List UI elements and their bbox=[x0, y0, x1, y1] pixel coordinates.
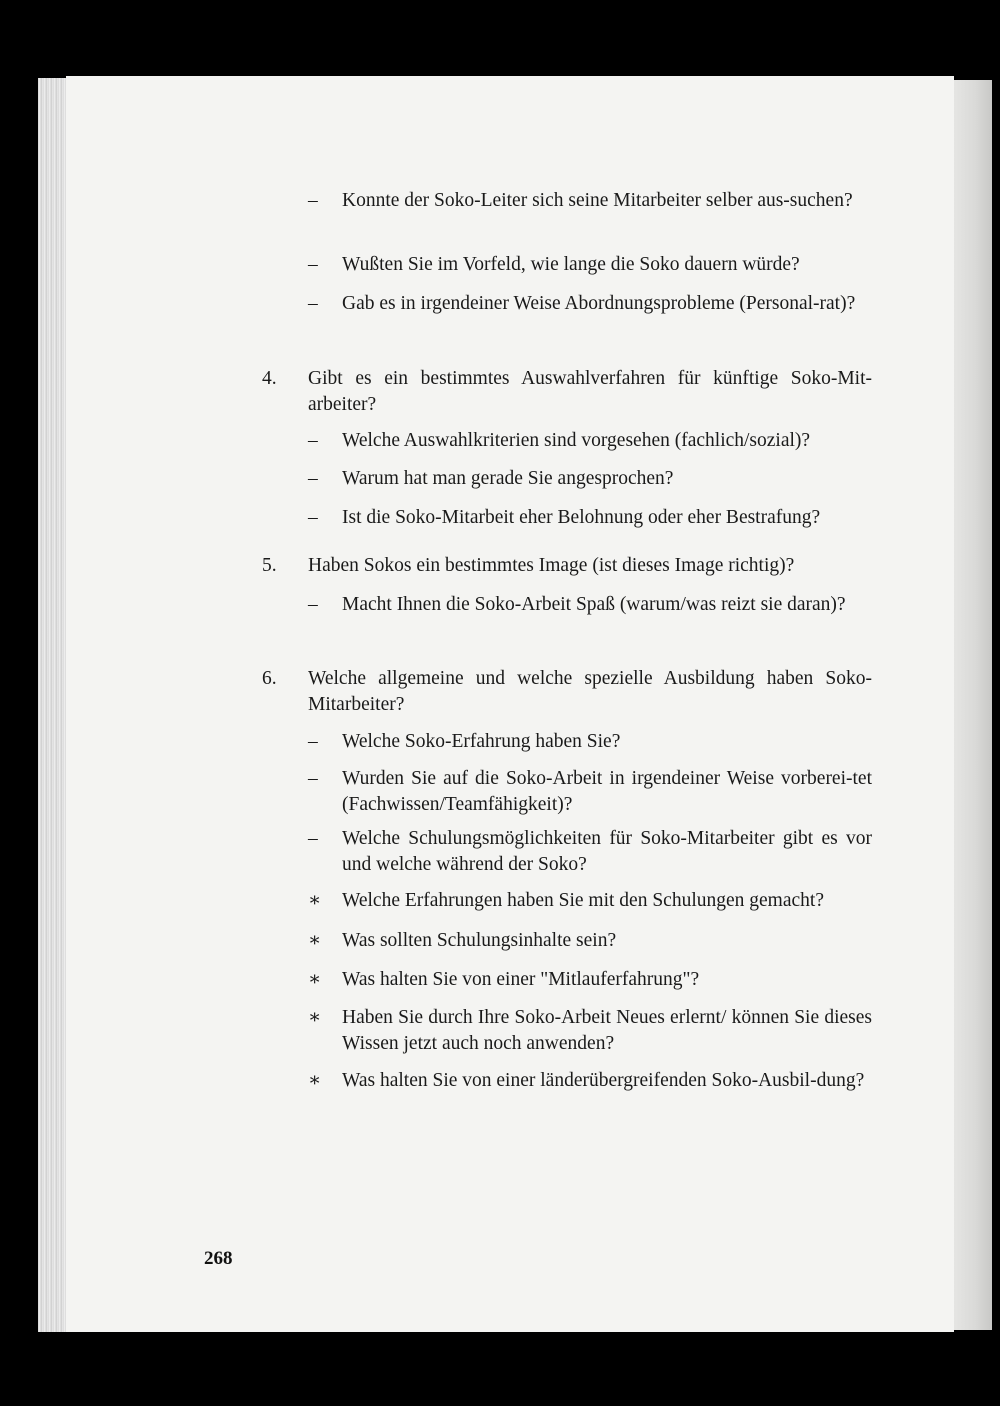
question-text: Was sollten Schulungsinhalte sein? bbox=[342, 930, 617, 951]
numbered-question bbox=[262, 366, 872, 418]
list-item bbox=[308, 291, 872, 317]
page-content bbox=[66, 76, 954, 1332]
question-text: Ist die Soko-Mitarbeit eher Belohnung oder eher Bestrafung? bbox=[342, 507, 821, 528]
question-text: Was halten Sie von einer "Mitlauferfahrung"? bbox=[342, 969, 700, 990]
question-text: Welche Erfahrungen haben Sie mit den Schulungen gemacht? bbox=[342, 890, 824, 911]
dash-marker: – bbox=[308, 293, 318, 314]
dash-marker: – bbox=[308, 594, 318, 615]
list-item bbox=[308, 505, 872, 531]
asterisk-marker: ∗ bbox=[308, 930, 322, 951]
list-item bbox=[308, 766, 872, 818]
question-text: Welche Soko-Erfahrung haben Sie? bbox=[342, 731, 621, 752]
dash-marker: – bbox=[308, 507, 318, 528]
question-text: Was halten Sie von einer länderübergreifenden Soko-Ausbil-dung? bbox=[342, 1070, 865, 1091]
list-item bbox=[308, 428, 872, 454]
question-text: Gibt es ein bestimmtes Auswahlverfahren für künftige Soko-Mit-arbeiter? bbox=[308, 368, 872, 415]
question-text: Haben Sie durch Ihre Soko-Arbeit Neues erlernt/ können Sie dieses Wissen jetzt auch noch anwenden? bbox=[342, 1007, 872, 1054]
book-page-edges bbox=[38, 78, 68, 1332]
dash-marker: – bbox=[308, 828, 318, 849]
asterisk-marker: ∗ bbox=[308, 969, 322, 990]
dash-marker: – bbox=[308, 430, 318, 451]
question-text: Wurden Sie auf die Soko-Arbeit in irgendeiner Weise vorberei-tet (Fachwissen/Teamfähigkeit)? bbox=[342, 768, 872, 815]
list-item bbox=[308, 729, 872, 755]
question-text: Welche Schulungsmöglichkeiten für Soko-Mitarbeiter gibt es vor und welche während der Soko? bbox=[342, 828, 872, 875]
question-text: Konnte der Soko-Leiter sich seine Mitarbeiter selber aus-suchen? bbox=[342, 190, 853, 211]
asterisk-marker: ∗ bbox=[308, 1070, 322, 1091]
dash-marker: – bbox=[308, 254, 318, 275]
page-number: 268 bbox=[204, 1248, 233, 1269]
numbered-question bbox=[262, 666, 872, 718]
question-text: Welche Auswahlkriterien sind vorgesehen (fachlich/sozial)? bbox=[342, 430, 811, 451]
question-number: 5. bbox=[262, 555, 277, 576]
book-right-edge bbox=[952, 80, 992, 1330]
question-text: Warum hat man gerade Sie angesprochen? bbox=[342, 468, 674, 489]
list-item bbox=[308, 466, 872, 492]
list-item bbox=[308, 1068, 872, 1094]
asterisk-marker: ∗ bbox=[308, 1007, 322, 1028]
question-text: Welche allgemeine und welche spezielle Ausbildung haben Soko-Mitarbeiter? bbox=[308, 668, 872, 715]
list-item bbox=[308, 928, 872, 954]
numbered-question bbox=[262, 553, 872, 579]
question-text: Haben Sokos ein bestimmtes Image (ist dieses Image richtig)? bbox=[308, 555, 795, 576]
dash-marker: – bbox=[308, 468, 318, 489]
list-item bbox=[308, 826, 872, 878]
question-text: Wußten Sie im Vorfeld, wie lange die Soko dauern würde? bbox=[342, 254, 800, 275]
dash-marker: – bbox=[308, 768, 318, 789]
list-item bbox=[308, 188, 872, 214]
book-page bbox=[66, 76, 954, 1332]
list-item bbox=[308, 967, 872, 993]
list-item bbox=[308, 592, 872, 618]
dash-marker: – bbox=[308, 731, 318, 752]
list-item bbox=[308, 1005, 872, 1057]
question-text: Macht Ihnen die Soko-Arbeit Spaß (warum/was reizt sie daran)? bbox=[342, 594, 846, 615]
list-item bbox=[308, 252, 872, 278]
question-number: 6. bbox=[262, 668, 277, 689]
question-text: Gab es in irgendeiner Weise Abordnungsprobleme (Personal-rat)? bbox=[342, 293, 856, 314]
asterisk-marker: ∗ bbox=[308, 890, 322, 911]
list-item bbox=[308, 888, 872, 914]
question-number: 4. bbox=[262, 368, 277, 389]
dash-marker: – bbox=[308, 190, 318, 211]
